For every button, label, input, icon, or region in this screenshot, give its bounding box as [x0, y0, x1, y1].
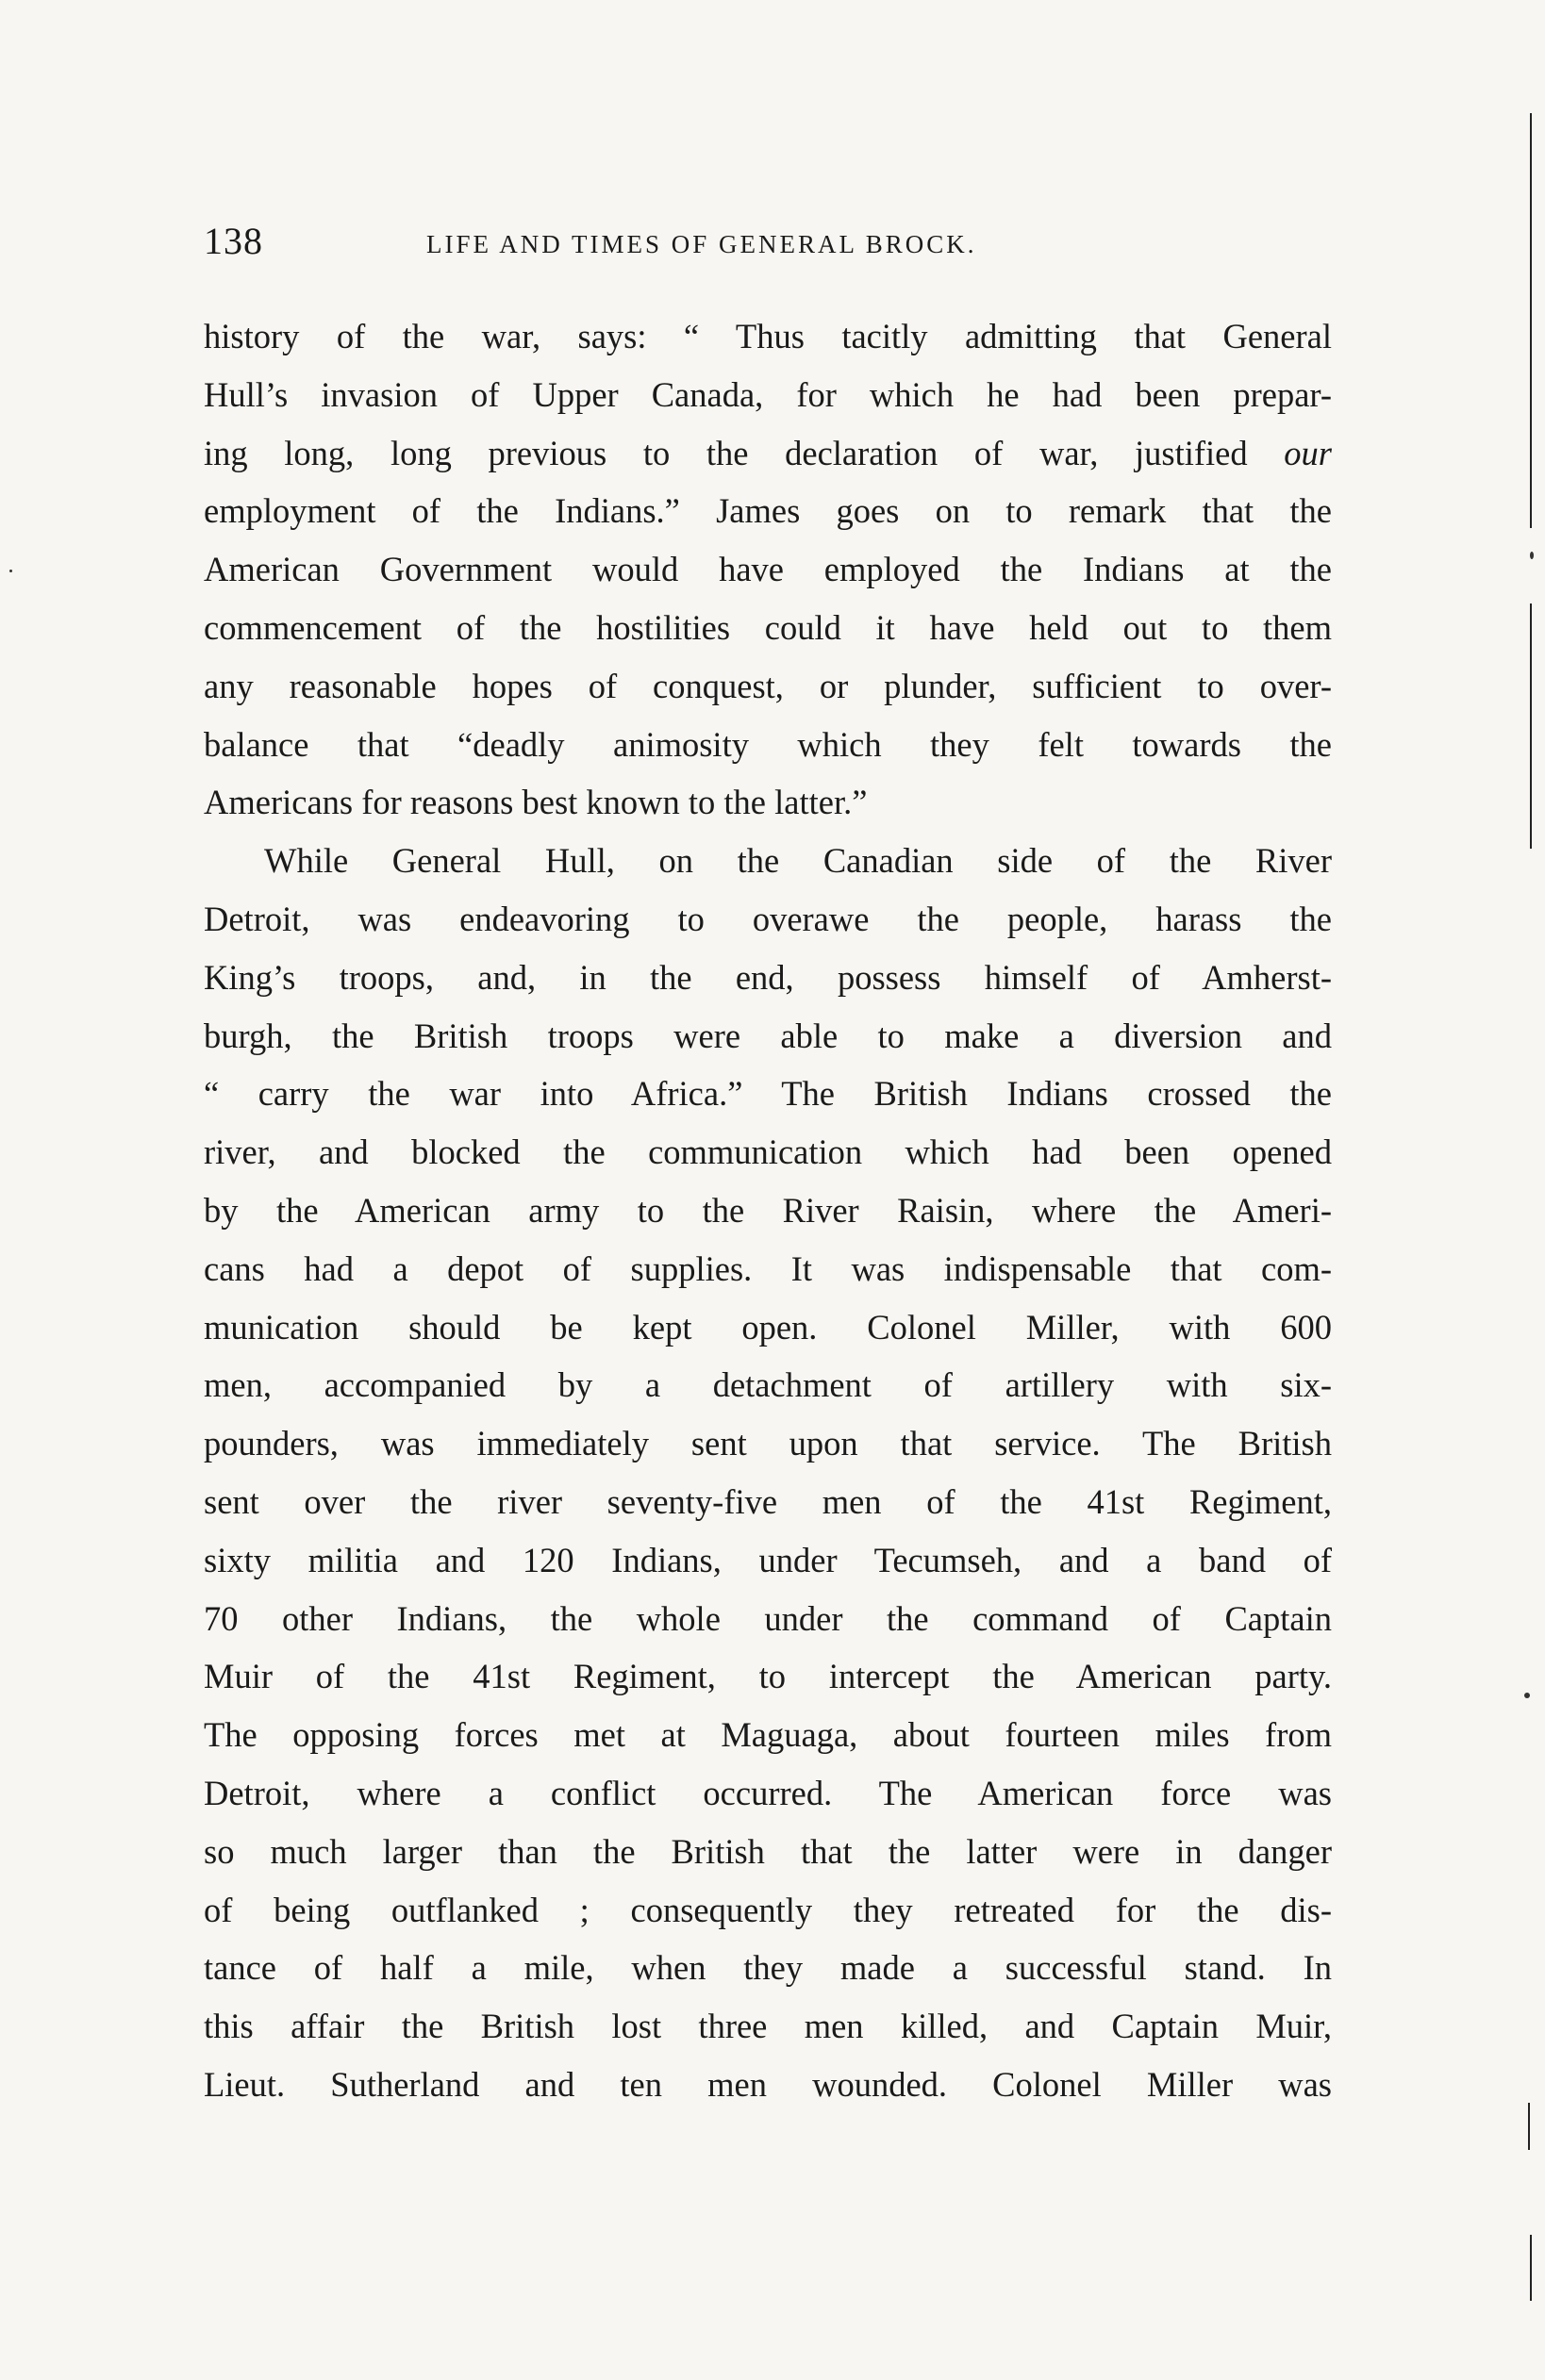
text-line: tance of half a mile, when they made a successful stand. In — [204, 1948, 1332, 1988]
scan-edge-mark — [1530, 113, 1532, 528]
text-line: Detroit, was endeavoring to overawe the people, harass the — [204, 899, 1332, 938]
page-number: 138 — [204, 220, 263, 262]
text-line-segment: ing long, long previous to the declaration of war, justified — [204, 433, 1248, 472]
text-line: sixty militia and 120 Indians, under Tecumseh, and a band of — [204, 1540, 1332, 1579]
text-line: Detroit, where a conflict occurred. The American force was — [204, 1773, 1332, 1812]
text-line: by the American army to the River Raisin, where the Ameri- — [204, 1190, 1332, 1230]
text-line: Hull’s invasion of Upper Canada, for which he had been prepar- — [204, 374, 1332, 414]
text-line: The opposing forces met at Maguaga, about fourteen miles from — [204, 1715, 1332, 1755]
text-line: employment of the Indians.” James goes on to remark that the — [204, 491, 1332, 531]
text-line: history of the war, says: “ Thus tacitly admitting that General — [204, 317, 1332, 355]
text-line: Americans for reasons best known to the latter.” — [204, 783, 868, 822]
text-line: of being outflanked ; consequently they retreated for the dis- — [204, 1890, 1332, 1929]
scan-speck — [1524, 1693, 1530, 1698]
text-line: Lieut. Sutherland and ten men wounded. Colonel Miller was — [204, 2064, 1332, 2104]
text-line: King’s troops, and, in the end, possess himself of Amherst- — [204, 957, 1332, 997]
text-line: munication should be kept open. Colonel Miller, with 600 — [204, 1307, 1332, 1347]
scan-edge-mark — [1530, 603, 1532, 849]
scan-edge-mark — [1530, 2235, 1532, 2301]
text-line: balance that “deadly animosity which they felt towards the — [204, 724, 1332, 764]
text-line: sent over the river seventy-five men of the 41st Regiment, — [204, 1481, 1332, 1521]
text-line: cans had a depot of supplies. It was indispensable that com- — [204, 1248, 1332, 1288]
text-line: Muir of the 41st Regiment, to intercept the American party. — [204, 1657, 1332, 1696]
text-line: “ carry the war into Africa.” The British Indians crossed the — [204, 1074, 1332, 1114]
text-line: burgh, the British troops were able to make a diversion and — [204, 1016, 1332, 1055]
text-line: this affair the British lost three men killed, and Captain Muir, — [204, 2007, 1332, 2046]
text-line: commencement of the hostilities could it have held out to them — [204, 607, 1332, 647]
text-line: any reasonable hopes of conquest, or plunder, sufficient to over- — [204, 666, 1332, 705]
text-line: American Government would have employed the Indians at the — [204, 550, 1332, 589]
text-line — [204, 424, 1332, 483]
italic-word: our — [1284, 433, 1333, 472]
text-line: 70 other Indians, the whole under the command of Captain — [204, 1598, 1332, 1638]
text-line: pounders, was immediately sent upon that service. The British — [204, 1424, 1332, 1463]
text-line: While General Hull, on the Canadian side of the River — [264, 841, 1332, 881]
page-header — [204, 219, 1332, 275]
text-line: so much larger than the British that the latter were in danger — [204, 1831, 1332, 1871]
running-title: LIFE AND TIMES OF GENERAL BROCK. — [426, 230, 977, 258]
scan-speck — [1530, 552, 1534, 559]
scan-edge-mark — [1528, 2103, 1530, 2150]
text-line: river, and blocked the communication which had been opened — [204, 1132, 1332, 1172]
scan-speck — [9, 570, 12, 572]
text-line: men, accompanied by a detachment of artillery with six- — [204, 1365, 1332, 1405]
body-text — [204, 307, 1332, 2114]
